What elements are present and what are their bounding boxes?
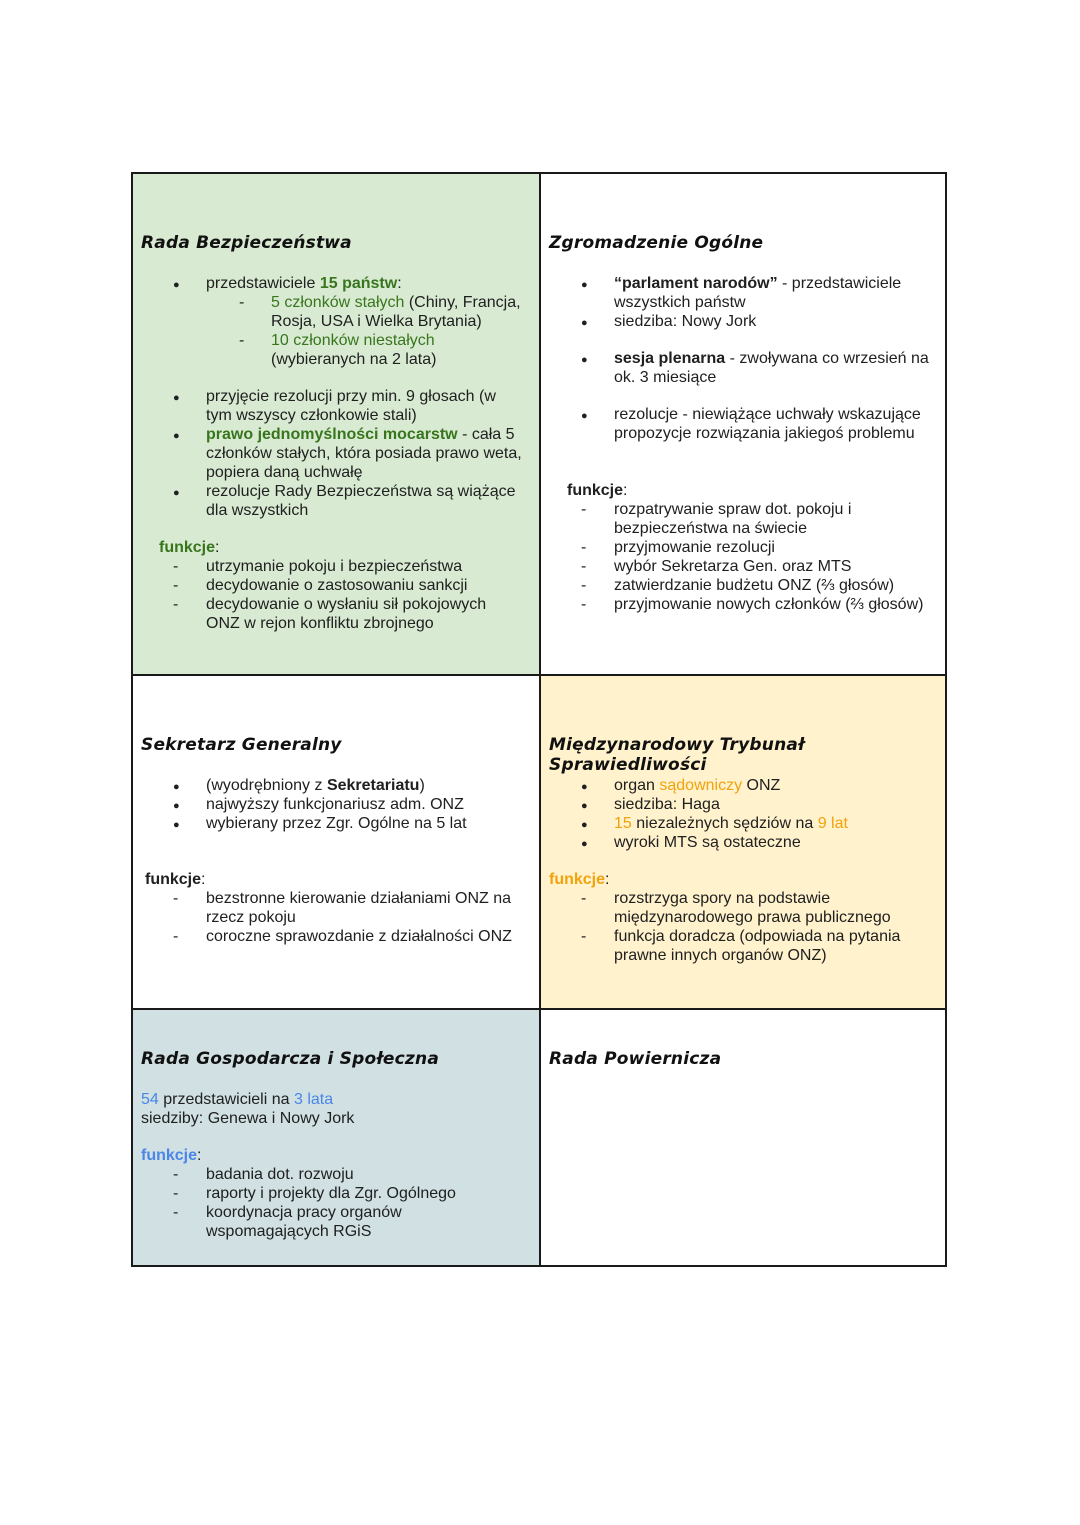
court-of-justice-title: Międzynarodowy Trybunał Sprawiedliwości xyxy=(549,735,805,775)
dash-icon xyxy=(173,577,178,596)
icj-function-2-cont: prawne innych organów ONZ) xyxy=(614,947,827,964)
ga-bullet-parliament: “parlament narodów” - przedstawiciele xyxy=(614,275,902,292)
ecosoc-function-3: koordynacja pracy organów xyxy=(206,1204,402,1221)
ga-bullet-plenary: sesja plenarna - zwoływana co wrzesień na xyxy=(614,350,929,367)
icj-function-1-cont: międzynarodowego prawa publicznego xyxy=(614,909,891,926)
sc-bullet-unanimity: prawo jednomyślności mocarstw - cała 5 xyxy=(206,426,515,443)
sc-bullet-resolution-votes-cont: tym wszyscy członkowie stali) xyxy=(206,407,417,424)
sg-bullet-secretariat: (wyodrębniony z Sekretariatu) xyxy=(206,777,425,794)
icj-bullet-organ: organ sądowniczy ONZ xyxy=(614,777,781,794)
dash-icon xyxy=(239,294,244,313)
bullet-icon xyxy=(581,777,588,797)
bullet-icon xyxy=(173,388,180,408)
ecosoc-function-2: raporty i projekty dla Zgr. Ogólnego xyxy=(206,1185,456,1202)
ga-bullet-parliament-cont: wszystkich państw xyxy=(614,294,746,311)
ecosoc-representatives: 54 przedstawicieli na 3 lata xyxy=(141,1091,334,1108)
ecosoc-functions-heading: funkcje: xyxy=(141,1147,202,1164)
ecosoc-seats: siedziby: Genewa i Nowy Jork xyxy=(141,1110,355,1127)
dash-icon xyxy=(173,1166,178,1185)
dash-icon xyxy=(581,890,586,909)
sg-function-1-cont: rzecz pokoju xyxy=(206,909,296,926)
ga-bullet-plenary-cont: ok. 3 miesiące xyxy=(614,369,717,386)
dash-icon xyxy=(581,577,586,596)
sc-bullet-unanimity-cont: członków stałych, która posiada prawo weta, xyxy=(206,445,522,462)
ecosoc-title: Rada Gospodarcza i Społeczna xyxy=(141,1049,439,1069)
sc-bullet-binding: rezolucje Rady Bezpieczeństwa są wiążące xyxy=(206,483,516,500)
ga-function-1: rozpatrywanie spraw dot. pokoju i xyxy=(614,501,852,518)
bullet-icon xyxy=(581,350,588,370)
ga-function-4: zatwierdzanie budżetu ONZ (⅔ głosów) xyxy=(614,577,895,594)
ecosoc-function-1: badania dot. rozwoju xyxy=(206,1166,354,1183)
ga-function-1-cont: bezpieczeństwa na świecie xyxy=(614,520,807,537)
sc-nonpermanent-members-cont: (wybieranych na 2 lata) xyxy=(271,351,437,368)
dash-icon xyxy=(173,558,178,577)
dash-icon xyxy=(581,558,586,577)
secretary-general-title: Sekretarz Generalny xyxy=(141,735,342,755)
dash-icon xyxy=(581,501,586,520)
trusteeship-council-title: Rada Powiernicza xyxy=(549,1049,722,1069)
sc-permanent-members-cont: Rosja, USA i Wielka Brytania) xyxy=(271,313,482,330)
bullet-icon xyxy=(173,777,180,797)
sc-function-2: decydowanie o zastosowaniu sankcji xyxy=(206,577,468,594)
ga-bullet-seat: siedziba: Nowy Jork xyxy=(614,313,757,330)
dash-icon xyxy=(581,928,586,947)
ecosoc-function-3-cont: wspomagających RGiS xyxy=(206,1223,372,1240)
dash-icon xyxy=(173,1204,178,1223)
sc-bullet-resolution-votes: przyjęcie rezolucji przy min. 9 głosach (w xyxy=(206,388,496,405)
bullet-icon xyxy=(581,796,588,816)
bullet-icon xyxy=(173,275,180,295)
dash-icon xyxy=(581,539,586,558)
icj-bullet-judges: 15 niezależnych sędziów na 9 lat xyxy=(614,815,848,832)
ga-function-2: przyjmowanie rezolucji xyxy=(614,539,775,556)
bullet-icon xyxy=(581,275,588,295)
sg-functions-heading: funkcje: xyxy=(145,871,206,888)
sg-bullet-highest-official: najwyższy funkcjonariusz adm. ONZ xyxy=(206,796,464,813)
bullet-icon xyxy=(581,815,588,835)
un-organs-table xyxy=(131,172,947,1267)
bullet-icon xyxy=(173,483,180,503)
sc-bullet-members: przedstawiciele 15 państw: xyxy=(206,275,402,292)
sc-nonpermanent-members: 10 członków niestałych xyxy=(271,332,435,349)
ecosoc-cell xyxy=(133,1010,541,1265)
security-council-title: Rada Bezpieczeństwa xyxy=(141,233,352,253)
dash-icon xyxy=(173,1185,178,1204)
sg-bullet-elected: wybierany przez Zgr. Ogólne na 5 lat xyxy=(206,815,467,832)
trusteeship-council-cell xyxy=(541,1010,945,1265)
bullet-icon xyxy=(581,834,588,854)
sg-function-1: bezstronne kierowanie działaniami ONZ na xyxy=(206,890,512,907)
icj-bullet-verdicts: wyroki MTS są ostateczne xyxy=(614,834,801,851)
bullet-icon xyxy=(581,313,588,333)
sc-function-1: utrzymanie pokoju i bezpieczeństwa xyxy=(206,558,463,575)
bullet-icon xyxy=(173,426,180,446)
bullet-icon xyxy=(173,815,180,835)
ga-function-5: przyjmowanie nowych członków (⅔ głosów) xyxy=(614,596,924,613)
sc-permanent-members: 5 członków stałych (Chiny, Francja, xyxy=(271,294,521,311)
security-council-cell xyxy=(133,174,541,676)
icj-function-1: rozstrzyga spory na podstawie xyxy=(614,890,831,907)
dash-icon xyxy=(173,928,178,947)
sc-bullet-unanimity-cont2: popiera daną uchwałę xyxy=(206,464,363,481)
dash-icon xyxy=(173,890,178,909)
court-of-justice-cell xyxy=(541,676,945,1010)
icj-function-2: funkcja doradcza (odpowiada na pytania xyxy=(614,928,901,945)
sc-functions-heading: funkcje: xyxy=(159,539,220,556)
icj-bullet-seat: siedziba: Haga xyxy=(614,796,720,813)
general-assembly-cell xyxy=(541,174,945,676)
ga-functions-heading: funkcje: xyxy=(567,482,628,499)
sg-function-2: coroczne sprawozdanie z działalności ONZ xyxy=(206,928,512,945)
dash-icon xyxy=(239,332,244,351)
sc-function-3-cont: ONZ w rejon konfliktu zbrojnego xyxy=(206,615,434,632)
ga-bullet-resolutions: rezolucje - niewiążące uchwały wskazujące xyxy=(614,406,921,423)
icj-functions-heading: funkcje: xyxy=(549,871,610,888)
ga-bullet-resolutions-cont: propozycje rozwiązania jakiegoś problemu xyxy=(614,425,915,442)
bullet-icon xyxy=(173,796,180,816)
bullet-icon xyxy=(581,406,588,426)
general-assembly-title: Zgromadzenie Ogólne xyxy=(549,233,764,253)
sc-bullet-binding-cont: dla wszystkich xyxy=(206,502,309,519)
secretary-general-cell xyxy=(133,676,541,1010)
ga-function-3: wybór Sekretarza Gen. oraz MTS xyxy=(614,558,852,575)
dash-icon xyxy=(581,596,586,615)
dash-icon xyxy=(173,596,178,615)
sc-function-3: decydowanie o wysłaniu sił pokojowych xyxy=(206,596,487,613)
